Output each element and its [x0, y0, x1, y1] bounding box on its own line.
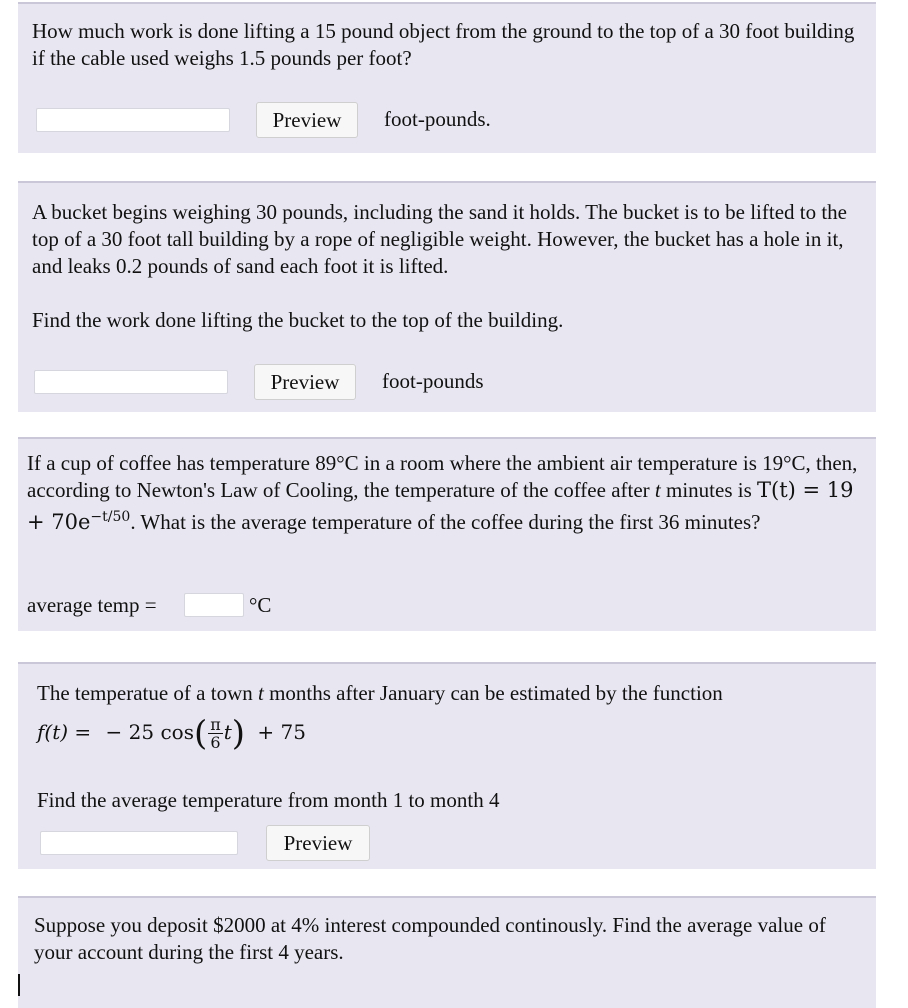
- problem-4-formula-rhs: + 75: [257, 720, 306, 744]
- problem-4-formula-coef: − 25 cos: [105, 720, 194, 744]
- problem-1-answer-input[interactable]: [36, 108, 230, 132]
- problem-2-unit: foot-pounds: [382, 369, 484, 393]
- problem-4-frac-den: 6: [210, 733, 221, 752]
- problem-2-question: A bucket begins weighing 30 pounds, including the sand it holds. The bucket is to be lifted to the top of a 30 foot tall building by a rope of negligible weight. However, the bucket has a hole in it, and leaks 0.2 pounds of sand each foot it is lifted.: [32, 200, 848, 278]
- problem-4-text-pre: The temperatue of a town: [37, 681, 253, 705]
- problem-3-unit: °C: [249, 593, 272, 617]
- problem-2-preview-button[interactable]: Preview: [254, 364, 356, 400]
- problem-3-text-pre: If a cup of coffee has temperature 89°C in a room where the ambient air temperature is 19°C, then, according to Newton's Law of Cooling, the temperature of the coffee after: [27, 451, 858, 502]
- problem-1-unit: foot-pounds.: [384, 107, 491, 131]
- problem-5-question: Suppose you deposit $2000 at 4% interest compounded continously. Find the average value of your account during the first 4 years.: [34, 913, 826, 964]
- problem-3-text-post: . What is the average temperature of the coffee during the first 36 minutes?: [130, 510, 761, 534]
- problem-3-text-mid: minutes is: [666, 478, 752, 502]
- problem-3-formula-base: T(t) = 19 + 70e: [27, 478, 854, 534]
- problem-4-question: [37, 680, 867, 707]
- problem-4-formula: [37, 712, 306, 754]
- problem-1-question: How much work is done lifting a 15 pound object from the ground to the top of a 30 foot building if the cable used weighs 1.5 pounds per foot?: [32, 19, 855, 70]
- problem-4-open-paren: (: [193, 713, 208, 754]
- problem-3-answer-input[interactable]: [184, 593, 244, 617]
- problem-4-answer-input[interactable]: [40, 831, 238, 855]
- problem-4-preview-button[interactable]: Preview: [266, 825, 370, 861]
- problem-1-preview-button[interactable]: Preview: [256, 102, 358, 138]
- problem-3-var-t: t: [654, 478, 661, 502]
- problem-4-prompt: Find the average temperature from month 1 to month 4: [37, 788, 500, 812]
- problem-4-frac-num: π: [210, 715, 221, 734]
- problem-4-var-t: t: [258, 681, 264, 705]
- problem-2-prompt: Find the work done lifting the bucket to the top of the building.: [32, 308, 564, 332]
- problem-4-formula-t: t: [223, 720, 232, 744]
- problem-3-formula-exponent: −t/50: [90, 509, 131, 525]
- problem-2-answer-input[interactable]: [34, 370, 228, 394]
- problem-4-text-post: months after January can be estimated by the function: [269, 681, 723, 705]
- problem-4-formula-lhs: f(t) =: [37, 720, 92, 744]
- problem-3-answer-label: average temp =: [27, 593, 157, 617]
- text-cursor: [18, 974, 20, 996]
- problem-4-fraction: [208, 716, 223, 751]
- problem-3-question: [27, 450, 869, 536]
- problem-4-close-paren: ): [231, 713, 246, 754]
